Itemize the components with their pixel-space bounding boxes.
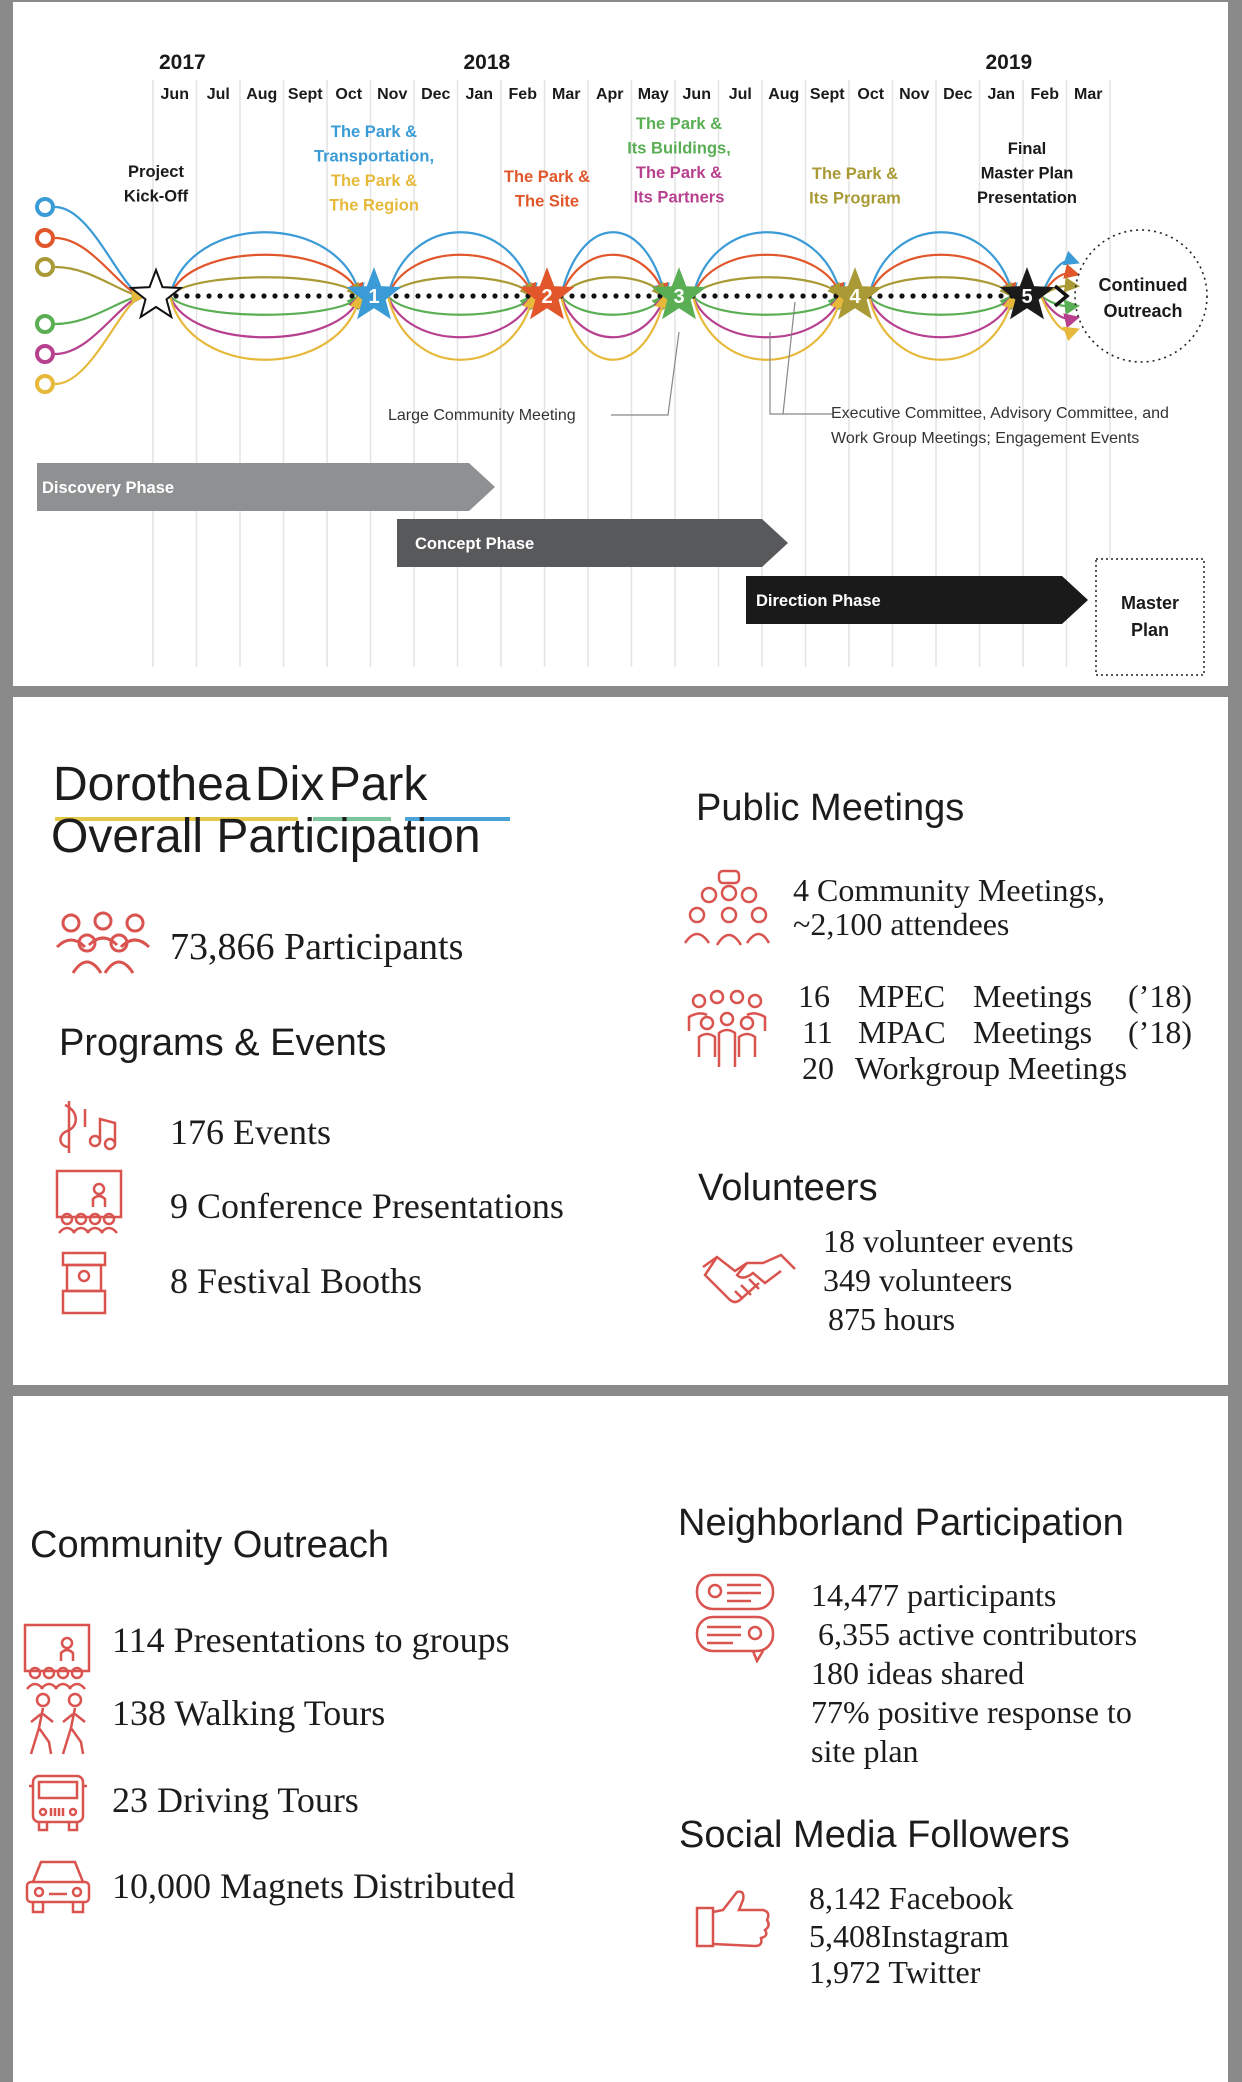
- stream-arrow: [561, 277, 665, 296]
- timeline-dot: [448, 293, 453, 298]
- timeline-dot: [734, 293, 739, 298]
- stream-arrow: [561, 296, 665, 337]
- title-word-1: Dorothea: [53, 758, 251, 811]
- outreach-label: Outreach: [1103, 301, 1183, 321]
- stream-arrow: [693, 255, 841, 296]
- month-label: Sept: [287, 86, 323, 103]
- outreach-panel: [13, 1396, 1228, 2082]
- month-label: Apr: [595, 86, 624, 103]
- neighborland-contributors: 6,355 active contributors: [818, 1616, 1138, 1652]
- stream-arrow: [55, 296, 144, 324]
- crowd-icon: [53, 907, 153, 977]
- committee-group-icon: [685, 987, 769, 1071]
- timeline-dot: [250, 293, 255, 298]
- timeline-dot: [701, 293, 706, 298]
- stream-arrow: [693, 296, 841, 315]
- stream-start-circle: [37, 316, 53, 332]
- month-label: Feb: [1030, 86, 1059, 103]
- phase-label: Concept Phase: [415, 535, 535, 553]
- committee-label: Work Group Meetings; Engagement Events: [831, 430, 1140, 447]
- stream-arrow: [561, 232, 665, 296]
- milestone-star: [131, 270, 180, 317]
- timeline-dot: [910, 293, 915, 298]
- stream-arrow: [55, 267, 144, 296]
- timeline-dot: [481, 293, 486, 298]
- chat-bubbles-icon: [693, 1571, 777, 1663]
- month-label: Mar: [1074, 86, 1103, 103]
- month-label: Jun: [160, 86, 189, 103]
- month-label: Feb: [508, 86, 537, 103]
- timeline-dot: [349, 293, 354, 298]
- neighborland-response: 77% positive response to: [811, 1694, 1132, 1730]
- timeline-dot: [272, 293, 277, 298]
- year-label: 2018: [463, 51, 511, 74]
- presentations-count: 114 Presentations to groups: [112, 1620, 510, 1660]
- stream-arrow: [869, 296, 1013, 360]
- master-plan-box: [1096, 559, 1204, 675]
- master-plan-label: Master: [1120, 593, 1180, 613]
- month-label: Dec: [421, 86, 451, 103]
- milestone-label: Master Plan: [980, 164, 1074, 183]
- social-heading: Social Media Followers: [679, 1814, 1070, 1856]
- booths-count: 8 Festival Booths: [170, 1261, 423, 1301]
- presentation-icon: [53, 1167, 125, 1235]
- committee-meetings-table: [798, 977, 1192, 1086]
- instagram-followers: 5,408Instagram: [809, 1918, 1009, 1954]
- timeline-panel: [13, 2, 1228, 686]
- park-title: [53, 757, 427, 812]
- timeline-dot: [954, 293, 959, 298]
- month-label: Sept: [809, 86, 845, 103]
- timeline-dot: [206, 293, 211, 298]
- timeline-dot: [327, 293, 332, 298]
- month-label: Jan: [987, 86, 1016, 103]
- stream-arrow: [388, 277, 533, 296]
- meeting-row: 20 Workgroup Meetings: [802, 1050, 1128, 1086]
- timeline-dot: [899, 293, 904, 298]
- milestone-label: Project: [128, 163, 184, 181]
- stream-start-circle: [37, 376, 53, 392]
- month-label: Oct: [857, 86, 885, 103]
- stream-arrow: [388, 296, 533, 360]
- neighborland-heading: Neighborland Participation: [678, 1502, 1124, 1544]
- walking-people-icon: [25, 1692, 93, 1758]
- timeline-dot: [756, 293, 761, 298]
- year-label: 2019: [985, 51, 1033, 74]
- month-label: Jan: [465, 86, 494, 103]
- timeline-dot: [613, 293, 618, 298]
- timeline-dot: [437, 293, 442, 298]
- milestone-label: Transportation,: [313, 147, 435, 166]
- milestone-label: The Park &: [503, 168, 591, 186]
- stream-arrow: [693, 296, 841, 360]
- milestone-number: 1: [368, 286, 380, 308]
- timeline-dot: [426, 293, 431, 298]
- timeline-dot: [602, 293, 607, 298]
- month-label: Jul: [728, 86, 752, 103]
- milestone-label: Its Buildings,: [627, 139, 731, 158]
- community-outreach-heading: Community Outreach: [30, 1524, 390, 1566]
- stream-arrow: [170, 296, 360, 315]
- timeline-dot: [723, 293, 728, 298]
- community-attendees-line: ~2,100 attendees: [793, 906, 1010, 942]
- neighborland-site-plan: site plan: [811, 1733, 919, 1769]
- milestone-number: 2: [541, 286, 553, 308]
- month-label: Nov: [899, 86, 930, 103]
- month-label: Nov: [377, 86, 408, 103]
- month-label: Aug: [768, 86, 800, 103]
- stream-arrow: [869, 296, 1013, 315]
- stream-arrow: [869, 296, 1013, 337]
- timeline-dot: [800, 293, 805, 298]
- volunteers-heading: Volunteers: [698, 1167, 878, 1209]
- stream-arrow: [170, 255, 360, 296]
- presentation-groups-icon: [21, 1621, 93, 1691]
- milestone-number: 4: [849, 286, 861, 308]
- milestone-label: Its Program: [809, 189, 901, 208]
- magnets-count: 10,000 Magnets Distributed: [112, 1866, 515, 1906]
- stream-arrow: [388, 296, 533, 337]
- stream-arrow: [170, 296, 360, 360]
- timeline-dot: [767, 293, 772, 298]
- volunteer-count: 349 volunteers: [823, 1262, 1013, 1298]
- timeline-dot: [877, 293, 882, 298]
- month-label: Jul: [206, 86, 230, 103]
- timeline-dot: [316, 293, 321, 298]
- timeline-dot: [404, 293, 409, 298]
- committee-label: Executive Committee, Advisory Committee, and: [831, 405, 1169, 422]
- milestone-label: The Park &: [635, 115, 723, 133]
- timeline-dot: [470, 293, 475, 298]
- month-label: Jun: [682, 86, 711, 103]
- title-word-3: Park: [328, 758, 428, 811]
- volunteer-events: 18 volunteer events: [823, 1223, 1074, 1259]
- timeline-dot: [294, 293, 299, 298]
- timeline-dot: [789, 293, 794, 298]
- milestone-label: The Park &: [330, 172, 418, 190]
- timeline-diagram: [13, 2, 1228, 686]
- participants-count: 73,866 Participants: [170, 926, 464, 968]
- stream-arrow: [170, 232, 360, 296]
- page-title: Overall Participation: [51, 810, 481, 863]
- timeline-dot: [745, 293, 750, 298]
- stream-arrow: [693, 296, 841, 337]
- timeline-dot: [580, 293, 585, 298]
- timeline-dot: [624, 293, 629, 298]
- timeline-dot: [987, 293, 992, 298]
- stream-start-circle: [37, 259, 53, 275]
- timeline-dot: [195, 293, 200, 298]
- stream-arrow: [561, 296, 665, 360]
- volunteer-hours: 875 hours: [828, 1301, 956, 1337]
- timeline-dot: [305, 293, 310, 298]
- milestone-label: The Park &: [635, 164, 723, 182]
- timeline-dot: [822, 293, 827, 298]
- month-label: Dec: [943, 86, 973, 103]
- timeline-dot: [888, 293, 893, 298]
- outreach-chevron: [1055, 286, 1067, 306]
- timeline-dot: [932, 293, 937, 298]
- timeline-dot: [712, 293, 717, 298]
- driving-tours-count: 23 Driving Tours: [112, 1780, 359, 1820]
- timeline-dot: [778, 293, 783, 298]
- timeline-dot: [811, 293, 816, 298]
- community-meetings-line: 4 Community Meetings,: [793, 872, 1105, 908]
- timeline-dot: [503, 293, 508, 298]
- timeline-dot: [492, 293, 497, 298]
- master-plan-label: Plan: [1130, 620, 1170, 640]
- meeting-group-icon: [681, 869, 771, 949]
- twitter-followers: 1,972 Twitter: [809, 1954, 981, 1990]
- title-word-2: Dix: [254, 758, 325, 811]
- milestone-label: The Site: [514, 192, 580, 211]
- stream-start-circle: [37, 230, 53, 246]
- booth-icon: [59, 1249, 109, 1317]
- year-label: 2017: [159, 51, 206, 74]
- timeline-dot: [921, 293, 926, 298]
- neighborland-ideas: 180 ideas shared: [811, 1655, 1025, 1691]
- month-label: Mar: [552, 86, 581, 103]
- month-label: May: [637, 86, 669, 103]
- stream-arrow: [388, 296, 533, 315]
- milestone-label: Its Partners: [633, 188, 725, 207]
- stream-arrow: [388, 232, 533, 296]
- milestone-label: Final: [1007, 140, 1047, 158]
- annotation-leader: [770, 332, 833, 414]
- walking-tours-count: 138 Walking Tours: [112, 1693, 386, 1733]
- stream-arrow: [170, 277, 360, 296]
- events-count: 176 Events: [170, 1112, 331, 1152]
- stream-arrow: [55, 207, 144, 296]
- stream-arrow: [388, 255, 533, 296]
- milestone-number: 3: [673, 286, 685, 308]
- car-icon: [23, 1856, 93, 1916]
- timeline-dot: [998, 293, 1003, 298]
- bus-icon: [27, 1772, 89, 1834]
- timeline-dot: [228, 293, 233, 298]
- programs-heading: Programs & Events: [59, 1022, 387, 1064]
- timeline-dot: [283, 293, 288, 298]
- stream-arrow: [170, 296, 360, 337]
- outreach-circle: [1075, 230, 1207, 362]
- milestone-label: The Park &: [330, 123, 418, 141]
- neighborland-participants: 14,477 participants: [811, 1577, 1057, 1613]
- month-label: Aug: [246, 86, 278, 103]
- timeline-dot: [393, 293, 398, 298]
- phase-label: Direction Phase: [756, 592, 881, 610]
- phase-label: Discovery Phase: [42, 479, 175, 497]
- conference-count: 9 Conference Presentations: [170, 1186, 564, 1226]
- timeline-dot: [646, 293, 651, 298]
- timeline-dot: [514, 293, 519, 298]
- timeline-dot: [635, 293, 640, 298]
- meeting-row: 16 MPEC Meetings (’18): [798, 978, 1192, 1014]
- stream-arrow: [55, 296, 144, 384]
- timeline-dot: [965, 293, 970, 298]
- outreach-label: Continued: [1098, 275, 1188, 295]
- milestone-number: 5: [1021, 286, 1033, 308]
- timeline-dot: [217, 293, 222, 298]
- large-meeting-label: Large Community Meeting: [388, 407, 576, 424]
- timeline-dot: [459, 293, 464, 298]
- timeline-dot: [338, 293, 343, 298]
- timeline-dot: [943, 293, 948, 298]
- timeline-dot: [184, 293, 189, 298]
- timeline-dot: [261, 293, 266, 298]
- facebook-followers: 8,142 Facebook: [809, 1880, 1014, 1916]
- timeline-dot: [415, 293, 420, 298]
- annotation-leader: [611, 332, 679, 415]
- milestone-label: The Park &: [811, 165, 899, 183]
- milestone-label: Presentation: [977, 189, 1077, 207]
- milestone-label: The Region: [329, 196, 419, 215]
- meeting-row: 11 MPAC Meetings (’18): [802, 1014, 1192, 1050]
- stream-arrow: [561, 255, 665, 296]
- month-label: Oct: [335, 86, 363, 103]
- stream-start-circle: [37, 346, 53, 362]
- thumbs-up-icon: [693, 1886, 773, 1950]
- timeline-dot: [239, 293, 244, 298]
- timeline-dot: [591, 293, 596, 298]
- stream-arrow: [869, 277, 1013, 296]
- stream-arrow: [693, 232, 841, 296]
- timeline-dot: [569, 293, 574, 298]
- milestone-label: Kick-Off: [123, 187, 189, 206]
- stream-start-circle: [37, 199, 53, 215]
- stream-arrow: [693, 277, 841, 296]
- stream-arrow: [869, 232, 1013, 296]
- music-notes-icon: [55, 1097, 125, 1157]
- public-meetings-heading: Public Meetings: [696, 787, 965, 829]
- stream-arrow: [561, 296, 665, 315]
- participation-panel: [13, 697, 1228, 1385]
- stream-arrow: [869, 255, 1013, 296]
- timeline-dot: [976, 293, 981, 298]
- handshake-icon: [701, 1245, 797, 1311]
